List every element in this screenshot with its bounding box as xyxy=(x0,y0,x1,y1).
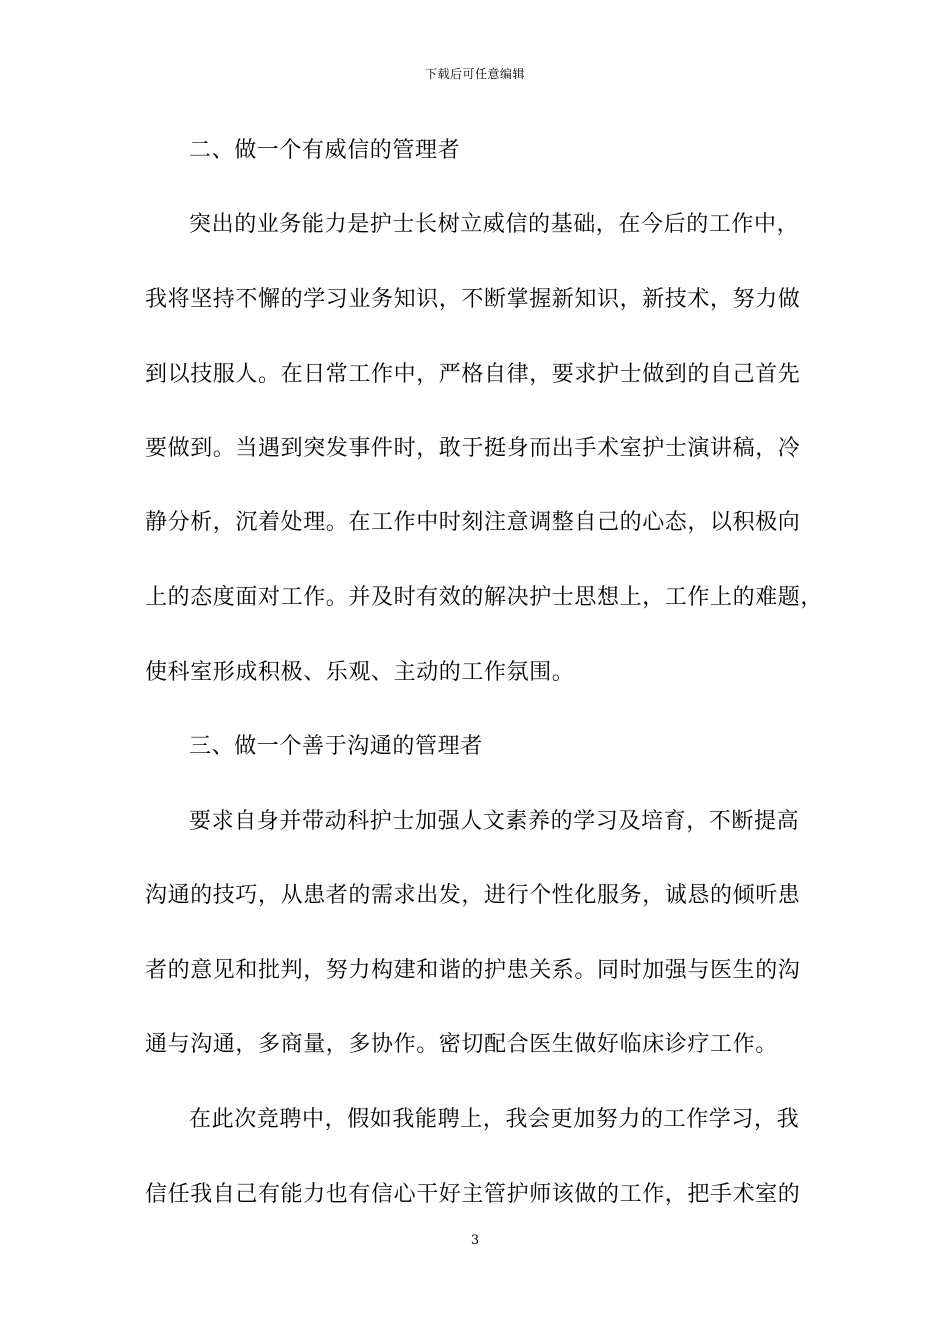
section-heading: 三、做一个善于沟通的管理者 xyxy=(189,734,483,759)
paragraph-line: 要做到。当遇到突发事件时，敢于挺身而出手术室护士演讲稿，冷 xyxy=(145,436,801,461)
paragraph-line: 突出的业务能力是护士长树立威信的基础，在今后的工作中， xyxy=(189,212,800,237)
paragraph-line: 上的态度面对工作。并及时有效的解决护士思想上，工作上的难题， xyxy=(145,585,824,610)
paragraph-line: 信任我自己有能力也有信心干好主管护师该做的工作，把手术室的 xyxy=(145,1182,801,1207)
page-header: 下载后可任意编辑 xyxy=(424,67,525,81)
paragraph-line: 沟通的技巧，从患者的需求出发，进行个性化服务，诚恳的倾听患 xyxy=(145,883,801,908)
paragraph-line: 通与沟通，多商量，多协作。密切配合医生做好临床诊疗工作。 xyxy=(145,1032,778,1057)
paragraph-line: 在此次竞聘中，假如我能聘上，我会更加努力的工作学习，我 xyxy=(189,1107,800,1132)
paragraph-line: 到以技服人。在日常工作中，严格自律，要求护士做到的自己首先 xyxy=(145,362,801,387)
paragraph-line: 者的意见和批判，努力构建和谐的护患关系。同时加强与医生的沟 xyxy=(145,958,801,983)
section-heading: 二、做一个有威信的管理者 xyxy=(189,138,461,163)
paragraph-line: 静分析，沉着处理。在工作中时刻注意调整自己的心态，以积极向 xyxy=(145,510,801,535)
paragraph-line: 我将坚持不懈的学习业务知识，不断掌握新知识，新技术，努力做 xyxy=(145,287,801,312)
paragraph-line: 要求自身并带动科护士加强人文素养的学习及培育，不断提高 xyxy=(189,809,800,834)
page-number: 3 xyxy=(470,1233,480,1248)
paragraph-line: 使科室形成积极、乐观、主动的工作氛围。 xyxy=(145,660,575,685)
